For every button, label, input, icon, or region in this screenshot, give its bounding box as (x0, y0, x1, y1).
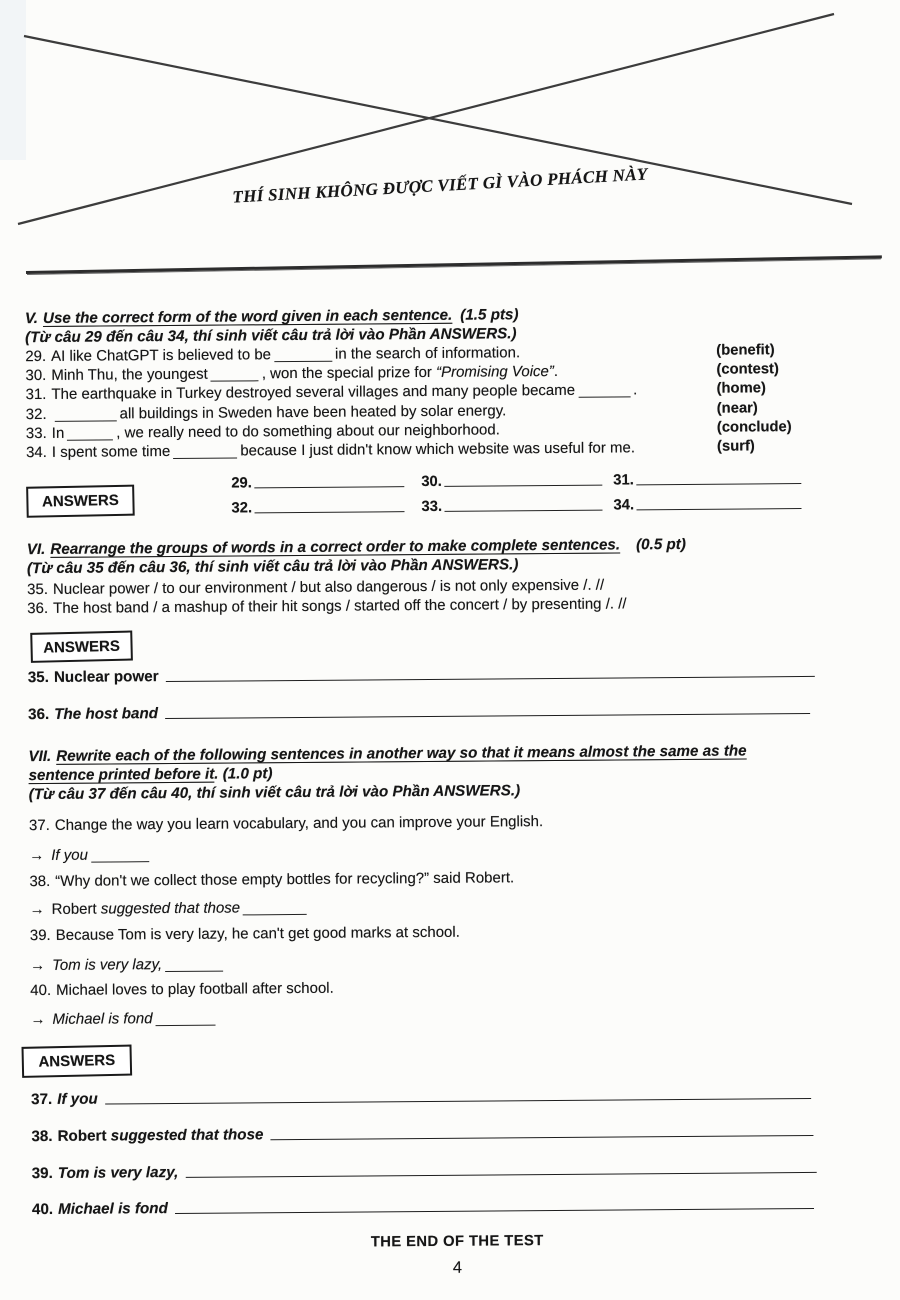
section-vii-number: VII. (28, 747, 52, 766)
answer-stem: The host band (54, 705, 159, 723)
section-vi-number: VI. (26, 540, 46, 559)
question-number: 29. (25, 347, 47, 366)
section-vii-points: . (1.0 pt) (214, 765, 273, 783)
stem-text: Robert (51, 900, 97, 918)
answer-number: 40. (31, 1200, 54, 1219)
answer-stem: Tom is very lazy, (57, 1163, 179, 1182)
answer-blank (578, 386, 630, 397)
question-text: AI like ChatGPT is believed to be (51, 346, 272, 365)
stem-text: Tom is very lazy, (52, 956, 163, 974)
question-number: 38. (29, 872, 51, 891)
question-33 (26, 421, 500, 442)
question-text: because I just didn't know which website was useful for me. (240, 439, 636, 460)
question-32 (26, 402, 507, 423)
question-text: Nuclear power / to our environment / but also dangerous / is not only expensive /. // (52, 576, 605, 598)
answer-rule (166, 663, 815, 682)
word-hint-home: (home) (716, 380, 766, 397)
question-36 (27, 595, 626, 617)
answer-rule (636, 471, 801, 485)
word-hint-contest: (contest) (716, 361, 779, 378)
question-text: Because Tom is very lazy, he can't get good marks at school. (55, 923, 460, 944)
question-text: Change the way you learn vocabulary, and you can improve your English. (54, 813, 544, 834)
question-text: . (553, 362, 559, 380)
stem-text: Michael is fond (52, 1010, 153, 1028)
answer-rule (105, 1085, 811, 1105)
section-vii-title-text2: sentence printed before it (28, 765, 215, 785)
answer-rule (444, 498, 602, 512)
answer-stem: Nuclear power (53, 668, 159, 686)
question-39 (30, 924, 460, 944)
rewrite-stem-40 (30, 1010, 218, 1028)
answers-box-vi (30, 630, 133, 662)
answer-slot-33 (421, 498, 602, 515)
section-vi-title (27, 536, 686, 558)
question-37 (29, 813, 543, 834)
answer-blank (67, 429, 113, 440)
question-text: “Why don't we collect those empty bottles for recycling?” said Robert. (55, 869, 515, 890)
section-v-points: (1.5 pts) (460, 306, 519, 324)
question-number: 34. (25, 443, 47, 462)
answer-blank (91, 851, 149, 862)
question-text: The earthquake in Turkey destroyed several villages and many people became (51, 381, 576, 403)
question-number: 33. (25, 424, 47, 443)
answer-row-36 (28, 700, 810, 723)
answer-blank (274, 351, 332, 362)
answer-number: 37. (31, 1090, 53, 1109)
slot-number: 30. (421, 473, 442, 491)
word-hint-benefit: (benefit) (716, 342, 775, 359)
answer-slot-32 (231, 499, 404, 516)
question-number: 32. (25, 405, 47, 424)
answer-stem: Robert (57, 1127, 107, 1145)
section-v-instruction: (Từ câu 29 đến câu 34, thí sinh viết câu trả lời vào Phần ANSWERS.) (25, 325, 517, 347)
word-hint-near: (near) (716, 400, 758, 417)
answers-label: ANSWERS (41, 491, 119, 511)
question-29 (25, 344, 520, 365)
answer-stem-italic: suggested that those (110, 1126, 264, 1145)
slot-number: 33. (421, 498, 443, 516)
answer-row-35 (28, 663, 815, 686)
slot-number: 29. (231, 475, 252, 492)
question-text: , we really need to do something about our neighborhood. (116, 421, 500, 442)
rewrite-stem-37 (29, 846, 152, 864)
answer-blank (173, 447, 237, 459)
answer-blank (165, 961, 223, 972)
answer-number: 36. (28, 705, 50, 724)
stub-notice: THÍ SINH KHÔNG ĐƯỢC VIẾT GÌ VÀO PHÁCH NÀY (231, 164, 648, 207)
answer-rule (165, 700, 810, 719)
answers-box-v (26, 485, 135, 518)
arrow-right-icon: → (30, 956, 46, 975)
answer-rule (636, 496, 801, 510)
rewrite-stem-39 (30, 956, 226, 975)
question-31 (26, 381, 638, 403)
question-38 (29, 869, 514, 890)
arrow-right-icon: → (30, 1010, 46, 1029)
question-34 (26, 439, 635, 461)
arrow-right-icon: → (29, 846, 45, 865)
answer-slot-29 (231, 474, 404, 491)
section-vi-instruction: (Từ câu 35 đến câu 36, thí sinh viết câu trả lời vào Phần ANSWERS.) (26, 556, 519, 578)
answer-blank (55, 410, 117, 421)
answer-row-39 (32, 1159, 817, 1182)
slot-number: 31. (613, 472, 634, 489)
answer-rule (254, 499, 404, 513)
answer-stem: If you (57, 1090, 98, 1108)
answer-number: 39. (31, 1164, 53, 1183)
section-vi-title-text: Rearrange the groups of words in a correct order to make complete sentences. (50, 536, 621, 558)
answer-stem: Michael is fond (58, 1200, 168, 1218)
answer-number: 38. (31, 1127, 53, 1146)
question-text: in the search of information. (334, 344, 521, 363)
question-number: 31. (25, 385, 47, 404)
section-vii-title-line2 (29, 765, 273, 784)
answer-rule (444, 473, 602, 487)
question-text-italic: “Promising Voice” (435, 362, 554, 381)
question-number: 35. (27, 580, 49, 599)
question-number: 37. (28, 816, 50, 835)
answer-blank (211, 370, 259, 381)
question-text: I spent some time (51, 442, 171, 461)
section-vii-title-line1 (28, 742, 746, 765)
answer-rule (185, 1159, 817, 1178)
question-number: 30. (25, 366, 47, 385)
answer-rule (270, 1122, 813, 1140)
section-v-title (25, 306, 519, 327)
answer-rule (254, 474, 404, 488)
word-hint-surf: (surf) (716, 438, 755, 455)
slot-number: 34. (613, 497, 635, 514)
answer-row-38 (31, 1122, 813, 1145)
word-hint-conclude: (conclude) (716, 419, 792, 436)
question-text: Michael loves to play football after school. (56, 979, 334, 999)
answer-blank (156, 1015, 216, 1026)
question-text: . (633, 381, 638, 399)
answers-label: ANSWERS (43, 637, 121, 657)
answer-row-37 (31, 1085, 811, 1108)
question-text: , won the special prize for (261, 363, 432, 383)
question-number: 36. (27, 599, 49, 618)
section-vii-instruction: (Từ câu 37 đến câu 40, thí sinh viết câu trả lời vào Phần ANSWERS.) (28, 782, 521, 804)
answers-label: ANSWERS (38, 1051, 116, 1071)
end-of-test-label: THE END OF THE TEST (370, 1233, 544, 1251)
section-v-number: V. (24, 310, 39, 328)
answer-rule (175, 1195, 814, 1214)
rewrite-stem-38 (30, 899, 311, 918)
question-text: The host band / a mashup of their hit songs / started off the concert / by presenting /. // (53, 595, 627, 617)
page-number: 4 (452, 1258, 463, 1277)
stem-text-italic: suggested that those (100, 899, 241, 918)
answer-slot-34 (613, 496, 801, 513)
question-number: 40. (30, 981, 52, 1000)
answer-slot-31 (613, 471, 801, 488)
question-text: Minh Thu, the youngest (51, 365, 208, 384)
question-30 (25, 363, 558, 384)
answer-slot-30 (421, 473, 602, 490)
answer-row-40 (32, 1195, 814, 1218)
arrow-right-icon: → (29, 900, 45, 919)
section-v-title-text: Use the correct form of the word given in each sentence. (42, 306, 453, 327)
section-vi-points: (0.5 pt) (635, 535, 686, 554)
question-40 (30, 980, 334, 999)
question-number: 39. (29, 926, 51, 945)
stem-text: If you (51, 846, 88, 864)
question-text: all buildings in Sweden have been heated by solar energy. (119, 402, 507, 423)
question-text: In (51, 424, 65, 442)
answer-blank (243, 904, 307, 916)
section-vii-title-text1: Rewrite each of the following sentences in another way so that it means almost the same as the (56, 742, 747, 765)
answers-box-vii (21, 1045, 132, 1078)
slot-number: 32. (231, 500, 253, 517)
question-35 (27, 577, 604, 599)
answer-number: 35. (27, 668, 49, 687)
